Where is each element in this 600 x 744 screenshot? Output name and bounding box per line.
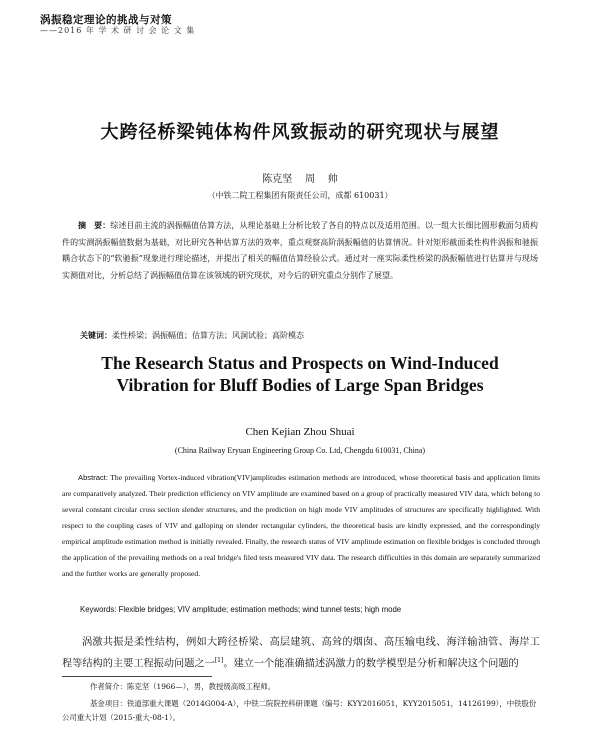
body-paragraph-tail: 。建立一个能准确描述涡激力的数学模型是分析和解决这个问题的: [223, 658, 519, 670]
english-authors: Chen Kejian Zhou Shuai: [245, 426, 355, 438]
chinese-title: 大跨径桥梁钝体构件风致振动的研究现状与展望: [100, 122, 500, 143]
english-title-line1: The Research Status and Prospects on Wind-Induced: [101, 353, 499, 373]
body-paragraph-text: 涡激共振是柔性结构，例如大跨径桥梁、高层建筑、高耸的烟囱、高压输电线、海洋输油管、海岸工程等结构的主要工程振动问题之一: [62, 637, 540, 670]
english-keywords-label: Keywords:: [80, 605, 117, 614]
chinese-keywords-label: 关键词：: [80, 331, 112, 340]
chinese-abstract-text: 综述目前主流的涡振幅值估算方法，从理论基础上分析比较了各自的特点以及适用范围。以一组大长细比圆形截面匀质构件的实测涡振幅值数据为基础，对比研究各种估算方法的效率，重点观察高阶涡振幅值的估算情况。针对矩形截面柔性构件涡振和驰振耦合状态下的“软驰振”现象进行理论描述，并提出了相关的幅值估算经验公式。通过对一座实际柔性桥梁的涡振幅值进行估算并与现场实测值对比，分析总结了涡振幅值估算在该领域的研究现状，对今后的研究重点分别作了展望。: [62, 221, 539, 280]
running-header-title: 涡振稳定理论的挑战与对策: [40, 14, 172, 26]
english-title-line2: Vibration for Bluff Bodies of Large Span Bridges: [116, 375, 484, 395]
footnote-divider: [62, 676, 212, 677]
citation-marker: [1]: [214, 657, 224, 664]
chinese-keywords: [80, 330, 304, 341]
english-keywords: [80, 605, 401, 614]
chinese-affiliation: （中铁二院工程集团有限责任公司，成都 610031）: [207, 191, 393, 200]
english-title: [0, 352, 600, 396]
footnote-author: 作者简介：陈克坚（1966—），男，教授级高级工程师。: [90, 682, 276, 691]
english-abstract-label: Abstract:: [78, 473, 108, 482]
english-abstract: [62, 470, 540, 582]
body-paragraph: [62, 634, 540, 673]
chinese-authors: 陈克坚 周 帅: [262, 174, 338, 185]
english-affiliation: (China Railway Eryuan Engineering Group Co. Ltd, Chengdu 610031, China): [174, 446, 426, 455]
running-header-subtitle: ——2016 年 学 术 研 讨 会 论 文 集: [40, 26, 196, 35]
chinese-abstract-label: 摘 要：: [78, 221, 111, 230]
english-keywords-text: Flexible bridges; VIV amplitude; estimation methods; wind tunnel tests; high mode: [118, 605, 402, 614]
chinese-keywords-text: 柔性桥梁；涡振幅值；估算方法；风洞试验；高阶模态: [112, 331, 304, 340]
english-abstract-text: The prevailing Vortex-induced vibration(VIV)amplitudes estimation methods are introduced, whose theoretical basis and application limits are comparatively analyzed. Their prediction efficiency on VIV amplitude are examined based on a group of practically measured VIV data, which belong to several constant circular cross section slender structures, and the prediction on high mode VIV amplitudes of structures are specifically highlighted. With respect to the coupling cases of VIV and galloping on slender rectangular cylinders, the theoretical basis are kindly expressed, and the correspondingly empirical amplitude estimation method is initially revealed. Finally, the research status of VIV amplitude estimation on flexible bridges is concluded through the application of the prevailing methods on a real bridge's filed tests measured VIV data. The research difficulties in this domain are separately summarized and the further works are generally proposed.: [62, 473, 541, 578]
chinese-abstract: [62, 218, 538, 284]
footnote-fund: 基金项目：铁道部重大课题（2014G004-A），中铁二院院控科研课题（编号：KYY2016051，KYY2015051，14126199），中铁股份公司重大计划（2015-重大-08-1）。: [62, 699, 537, 722]
